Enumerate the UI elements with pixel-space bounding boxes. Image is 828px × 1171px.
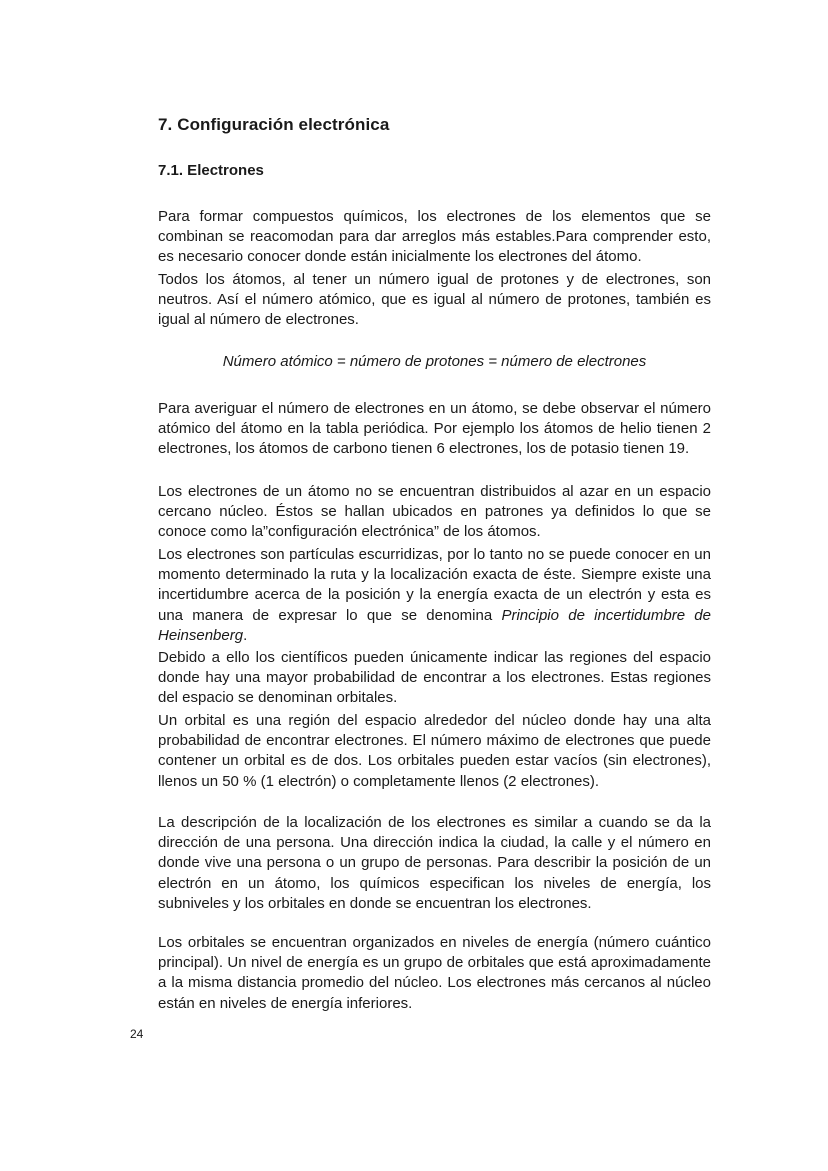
- paragraph-1: Para formar compuestos químicos, los electrones de los elementos que se combinan se reacomodan para dar arreglos más estables.Para comprender esto, es necesario conocer donde están inicialmente los electrones del átomo.: [158, 208, 711, 266]
- paragraph-5-italic: Principio de incertidumbre de Heinsenberg: [158, 606, 711, 644]
- paragraph-9: Los orbitales se encuentran organizados en niveles de energía (número cuántico principal). Un nivel de energía es un grupo de orbitales que está aproximadamente a la misma distancia promedio del núcleo. Los electrones más cercanos al núcleo están en niveles de energía inferiores.: [158, 934, 711, 1012]
- page-number: 24: [130, 1027, 144, 1041]
- paragraph-8: La descripción de la localización de los electrones es similar a cuando se da la dirección de una persona. Una dirección indica la ciudad, la calle y el número en donde vive una persona o un grupo de personas. Para describir la posición de un electrón en un átomo, los químicos especifican los niveles de energía, los subniveles y los orbitales en donde se encuentran los electrones.: [158, 814, 711, 912]
- paragraph-7: Un orbital es una región del espacio alrededor del núcleo donde hay una alta probabilidad de encontrar electrones. El número máximo de electrones que puede contener un orbital es de dos. Los orbitales pueden estar vacíos (sin electrones), llenos un 50 % (1 electrón) o completamente llenos (2 electrones).: [158, 712, 711, 790]
- paragraph-3: Para averiguar el número de electrones en un átomo, se debe observar el número atómico del átomo en la tabla periódica. Por ejemplo los átomos de helio tienen 2 electrones, los átomos de carbono tienen 6 electrones, los de potasio tienen 19.: [158, 400, 711, 458]
- subsection-heading: 7.1. Electrones: [158, 162, 264, 179]
- paragraph-2: Todos los átomos, al tener un número igual de protones y de electrones, son neutros. Así el número atómico, que es igual al número de protones, también es igual al número de electrones.: [158, 271, 711, 329]
- paragraph-6: Debido a ello los científicos pueden únicamente indicar las regiones del espacio donde hay una mayor probabilidad de encontrar a los electrones. Estas regiones del espacio se denominan orbitales.: [158, 649, 711, 707]
- section-heading: 7. Configuración electrónica: [158, 115, 390, 134]
- paragraph-4: Los electrones de un átomo no se encuentran distribuidos al azar en un espacio cercano núcleo. Éstos se hallan ubicados en patrones ya definidos lo que se conoce como la”configuración electrónica” de los átomos.: [158, 483, 711, 541]
- paragraph-5-end: .: [243, 626, 248, 644]
- paragraph-5: [158, 545, 711, 646]
- paragraph-5-text: Los electrones son partículas escurridizas, por lo tanto no se puede conocer en un momento determinado la ruta y la localización exacta de éste. Siempre existe una incertidumbre acerca de la posición y la energía exacta de un electrón y esta es una manera de expresar lo que se denomina: [158, 546, 711, 624]
- formula: Número atómico = número de protones = número de electrones: [222, 353, 647, 370]
